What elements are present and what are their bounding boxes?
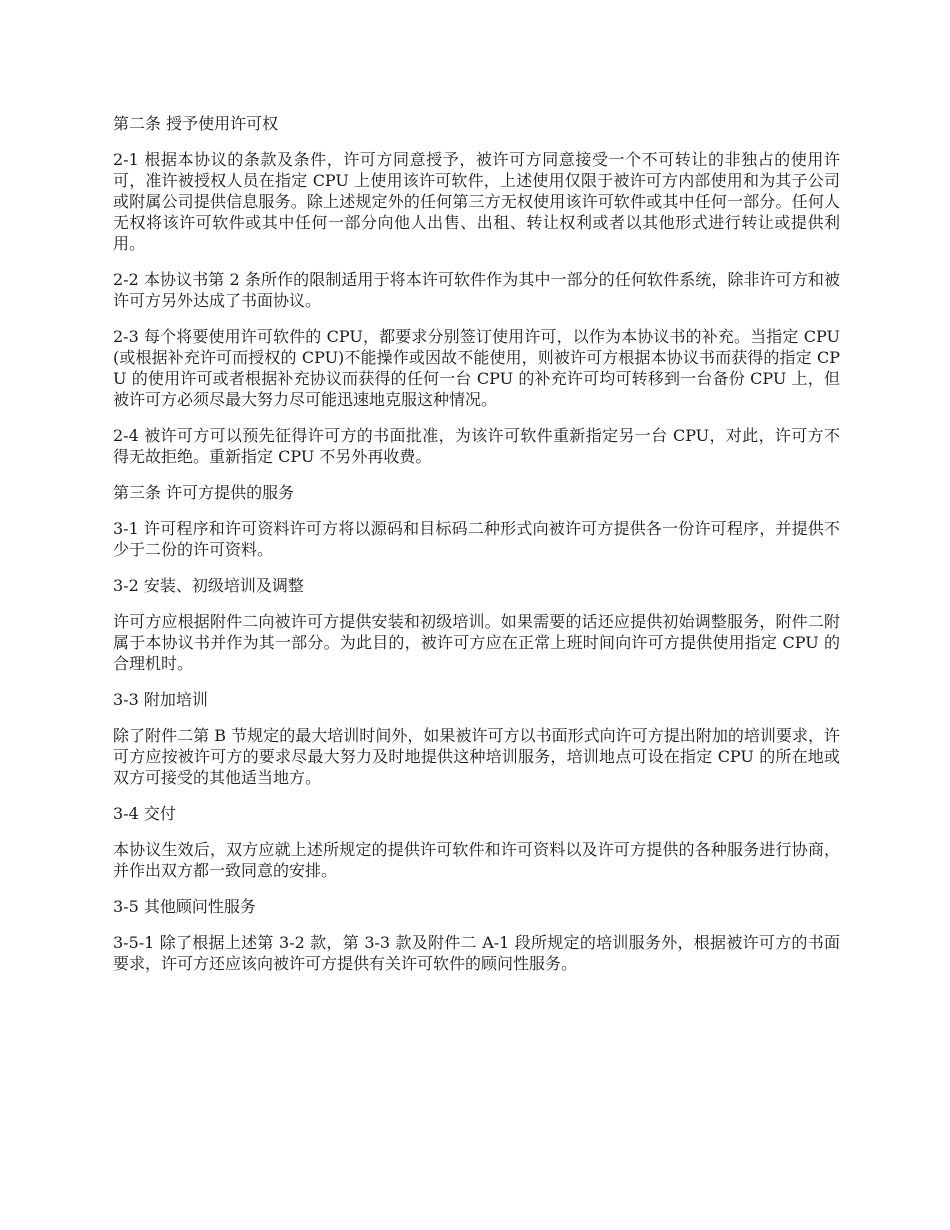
section-heading-article-2: 第二条 授予使用许可权 bbox=[113, 114, 279, 133]
paragraph-3-3-body: 除了附件二第 B 节规定的最大培训时间外，如果被许可方以书面形式向许可方提出附加的培训要求，许可方应按被许可方的要求尽最大努力及时地提供这种培训服务，培训地点可设在指定 CPU 的所在地或双方可接受的其他适当地方。 bbox=[113, 726, 840, 787]
paragraph-3-2-body: 许可方应根据附件二向被许可方提供安装和初级培训。如果需要的话还应提供初始调整服务，附件二附属于本协议书并作为其一部分。为此目的，被许可方应在正常上班时间向许可方提供使用指定 CPU 的合理机时。 bbox=[113, 612, 840, 673]
section-heading-article-3: 第三条 许可方提供的服务 bbox=[113, 483, 295, 502]
subheading-3-3: 3-3 附加培训 bbox=[113, 690, 208, 709]
subheading-3-2: 3-2 安装、初级培训及调整 bbox=[113, 576, 304, 595]
document-body bbox=[113, 113, 840, 989]
paragraph-2-1: 2-1 根据本协议的条款及条件，许可方同意授予，被许可方同意接受一个不可转让的非独占的使用许可，准许被授权人员在指定 CPU 上使用该许可软件，上述使用仅限于被许可方内部使用和为其子公司或附属公司提供信息服务。除上述规定外的任何第三方无权使用该许可软件或其中任何一部分。任何人无权将该许可软件或其中任何一部分向他人出售、出租、转让权利或者以其他形式进行转让或提供利用。 bbox=[113, 150, 840, 253]
paragraph-3-4-body: 本协议生效后，双方应就上述所规定的提供许可软件和许可资料以及许可方提供的各种服务进行协商，并作出双方都一致同意的安排。 bbox=[113, 840, 840, 880]
paragraph-2-2: 2-2 本协议书第 2 条所作的限制适用于将本许可软件作为其中一部分的任何软件系统，除非许可方和被许可方另外达成了书面协议。 bbox=[113, 270, 840, 310]
paragraph-2-4: 2-4 被许可方可以预先征得许可方的书面批准，为该许可软件重新指定另一台 CPU，对此，许可方不得无故拒绝。重新指定 CPU 不另外再收费。 bbox=[113, 426, 840, 466]
subheading-3-4: 3-4 交付 bbox=[113, 804, 176, 823]
paragraph-3-1: 3-1 许可程序和许可资料许可方将以源码和目标码二种形式向被许可方提供各一份许可程序，并提供不少于二份的许可资料。 bbox=[113, 519, 840, 559]
subheading-3-5: 3-5 其他顾问性服务 bbox=[113, 897, 256, 916]
paragraph-3-5-1: 3-5-1 除了根据上述第 3-2 款，第 3-3 款及附件二 A-1 段所规定的培训服务外，根据被许可方的书面要求，许可方还应该向被许可方提供有关许可软件的顾问性服务。 bbox=[113, 933, 840, 973]
paragraph-2-3: 2-3 每个将要使用许可软件的 CPU，都要求分别签订使用许可，以作为本协议书的补充。当指定 CPU(或根据补充许可而授权的 CPU)不能操作或因故不能使用，则被许可方根据本协议书而获得的指定 CPU 的使用许可或者根据补充协议而获得的任何一台 CPU 的补充许可均可转移到一台备份 CPU 上，但被许可方必须尽最大努力尽可能迅速地克服这种情况。 bbox=[113, 327, 840, 409]
